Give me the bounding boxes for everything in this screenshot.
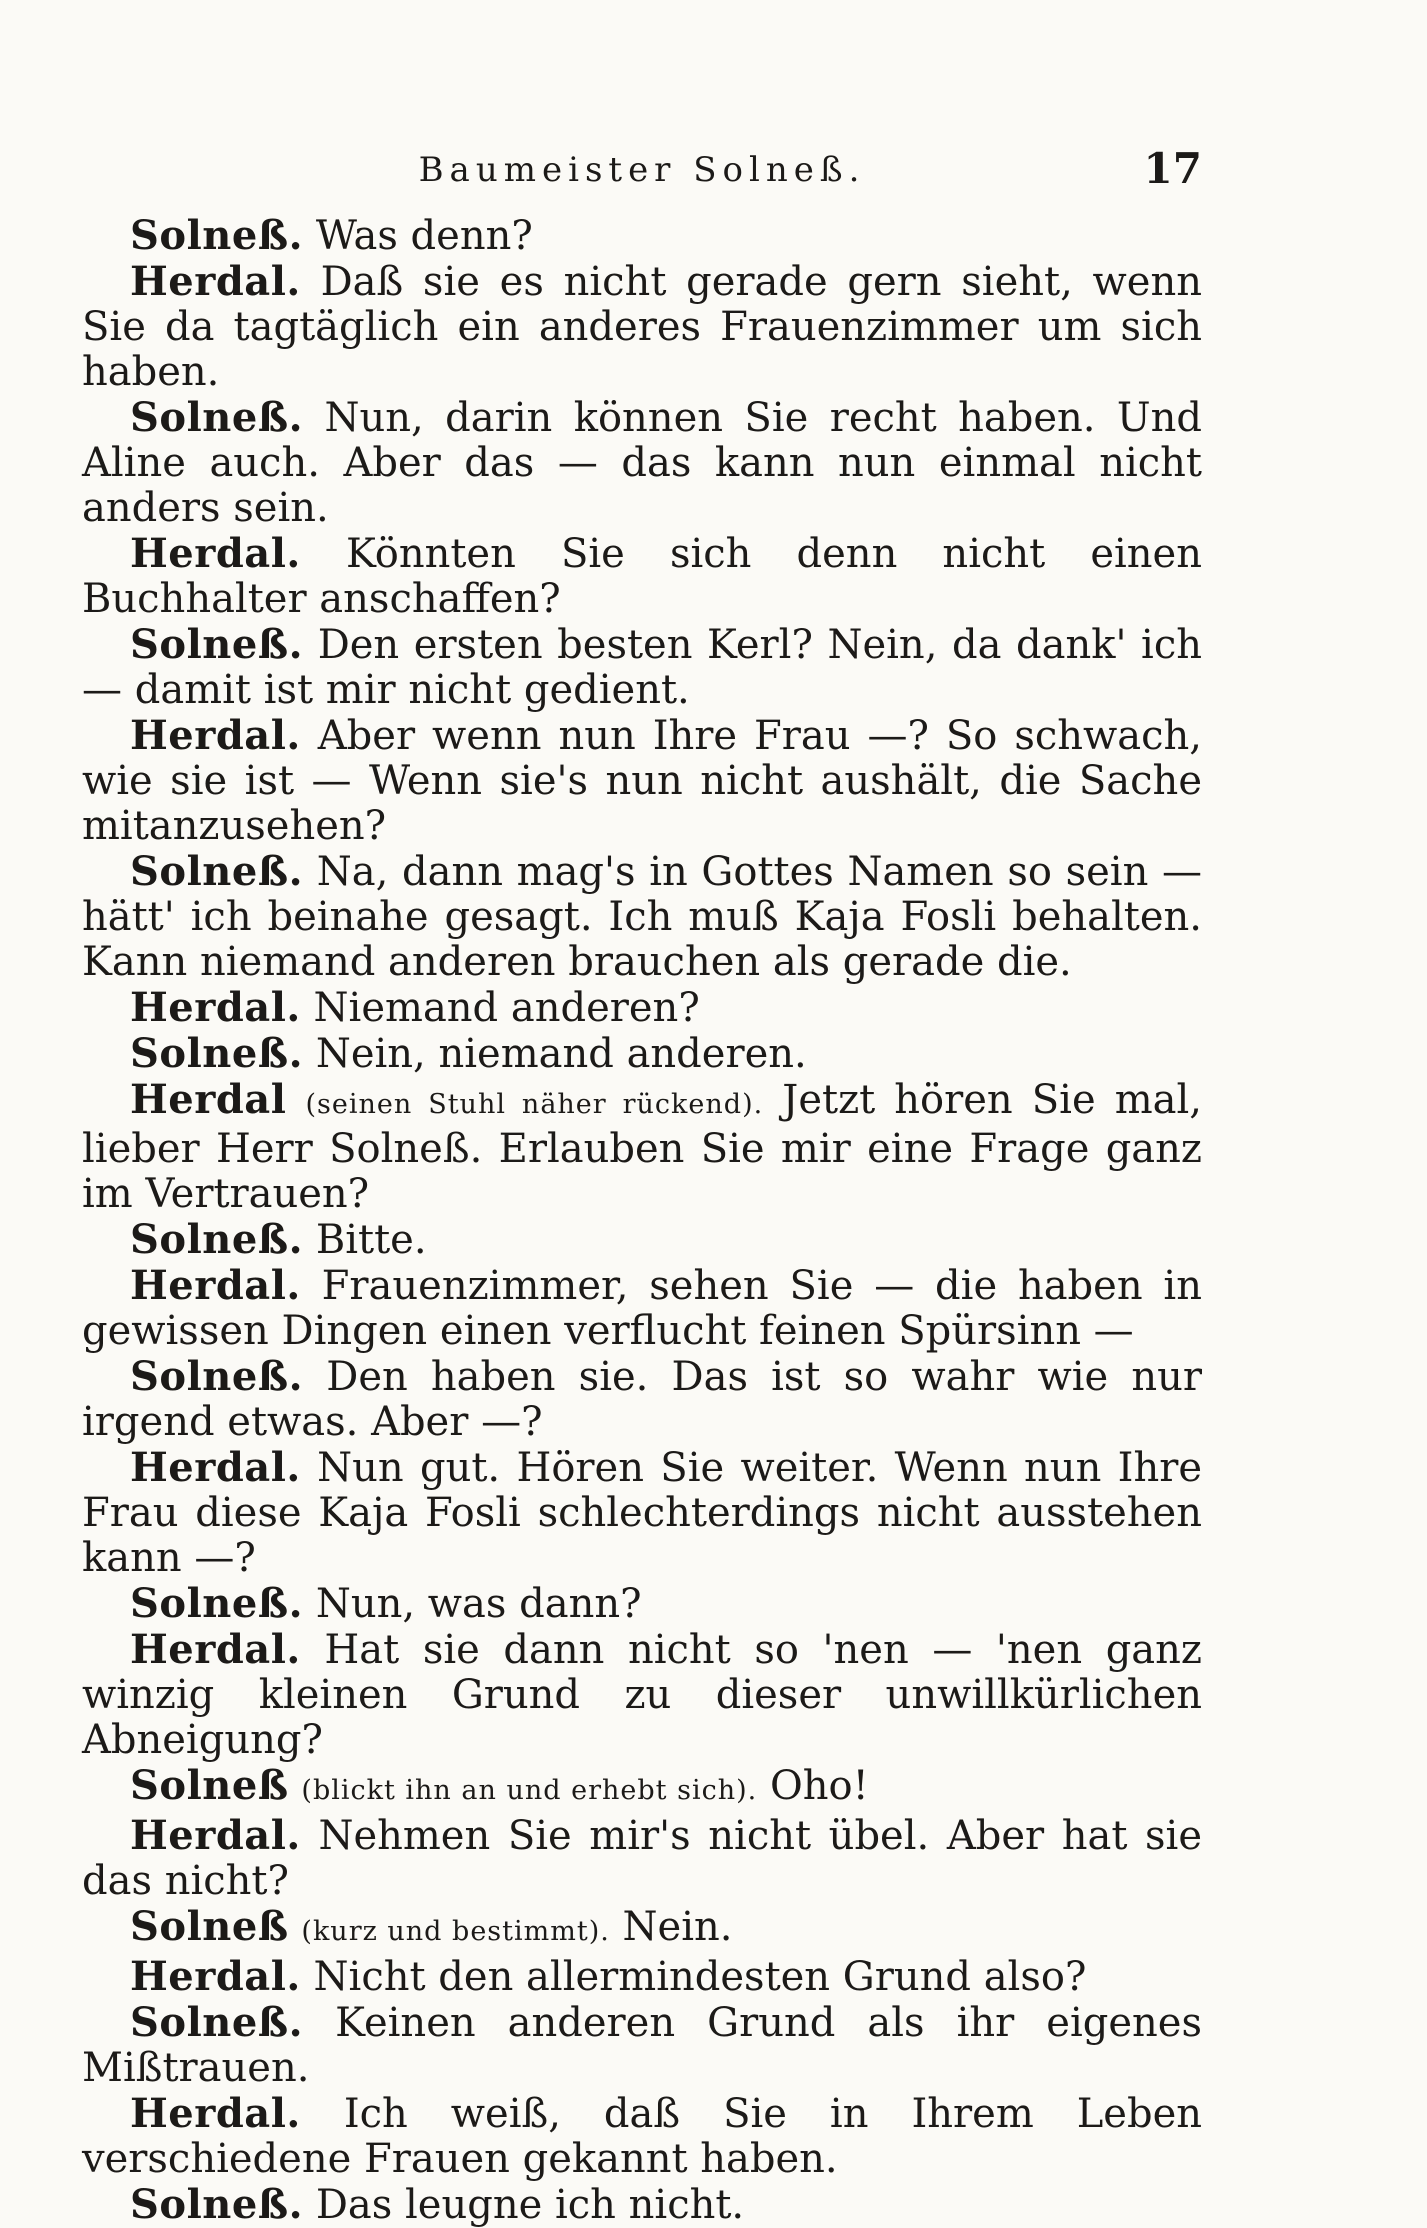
speech [82, 1581, 1202, 1627]
speaker-name: Herdal. [130, 258, 301, 305]
speaker-name: Herdal. [130, 2090, 301, 2137]
speech [82, 1627, 1202, 1763]
speech-text: Den haben sie. Das ist so wahr wie nur irgend etwas. Aber —? [82, 1354, 1202, 1445]
speech-text: Niemand anderen? [313, 985, 700, 1031]
speech [82, 213, 1202, 259]
speech [82, 1077, 1202, 1217]
speaker-name: Herdal. [130, 1626, 301, 1673]
speaker-name: Solneß. [130, 848, 304, 895]
speech-text: Aber wenn nun Ihre Frau —? So schwach, wie sie ist — Wenn sie's nun nicht aushält, die Sache mitanzusehen? [82, 713, 1202, 849]
speech-text: Oho! [769, 1763, 869, 1809]
speech [82, 985, 1202, 1031]
speech-text: Nein, niemand anderen. [315, 1031, 807, 1077]
speech [82, 713, 1202, 849]
speaker-name: Herdal. [130, 530, 301, 577]
speech [82, 2000, 1202, 2091]
speech-text: Nein. [622, 1904, 733, 1950]
speaker-name: Solneß. [130, 621, 304, 668]
running-title: Baumeister Solneß. [418, 150, 866, 190]
speech-text: Den ersten besten Kerl? Nein, da dank' ich — damit ist mir nicht gedient. [82, 622, 1202, 713]
speaker-name: Solneß [130, 1762, 289, 1809]
speech [82, 1263, 1202, 1354]
speaker-name: Herdal. [130, 1812, 301, 1859]
speech-text: Nun, darin können Sie recht haben. Und Aline auch. Aber das — das kann nun einmal nicht anders sein. [82, 395, 1202, 531]
speech-text: Nehmen Sie mir's nicht übel. Aber hat sie das nicht? [82, 1813, 1202, 1904]
speech [82, 1217, 1202, 1263]
speech-text: Nun, was dann? [315, 1581, 642, 1627]
speech-text: Frauenzimmer, sehen Sie — die haben in gewissen Dingen einen verflucht feinen Spürsinn — [82, 1263, 1202, 1354]
dialogue-body [82, 213, 1202, 2228]
speaker-name: Solneß. [130, 1580, 304, 1627]
page-number: 17 [1143, 144, 1202, 193]
stage-direction: (seinen Stuhl näher rückend). [305, 1089, 764, 1120]
stage-direction: (blickt ihn an und erhebt sich). [301, 1775, 758, 1806]
speaker-name: Solneß. [130, 2181, 304, 2228]
speaker-name: Herdal. [130, 984, 301, 1031]
speech-text: Jetzt hören Sie mal, lieber Herr Solneß. Erlauben Sie mir eine Frage ganz im Vertrauen? [82, 1077, 1203, 1217]
speech [82, 622, 1202, 713]
speech [82, 1354, 1202, 1445]
speech [82, 531, 1202, 622]
speaker-name: Herdal. [130, 1444, 301, 1491]
stage-direction: (kurz und bestimmt). [301, 1916, 610, 1947]
speech [82, 849, 1202, 985]
speech-text: Na, dann mag's in Gottes Namen so sein — hätt' ich beinahe gesagt. Ich muß Kaja Fosli behalten. Kann niemand anderen brauchen als gerade die. [82, 849, 1202, 985]
speaker-name: Solneß. [130, 1353, 304, 1400]
speech-text: Keinen anderen Grund als ihr eigenes Mißtrauen. [82, 2000, 1203, 2091]
speaker-name: Solneß [130, 1903, 289, 1950]
speech-text: Nicht den allermindesten Grund also? [313, 1954, 1087, 2000]
speech-text: Hat sie dann nicht so 'nen — 'nen ganz winzig kleinen Grund zu dieser unwillkürlichen Abneigung? [82, 1627, 1202, 1763]
speech [82, 2182, 1202, 2228]
speaker-name: Herdal. [130, 1953, 301, 2000]
speech [82, 1904, 1202, 1954]
speech [82, 2091, 1202, 2182]
speech-text: Nun gut. Hören Sie weiter. Wenn nun Ihre Frau diese Kaja Fosli schlechterdings nicht ausstehen kann —? [82, 1445, 1203, 1581]
speech-text: Was denn? [315, 213, 533, 259]
speaker-name: Herdal. [130, 712, 301, 759]
speaker-name: Solneß. [130, 212, 304, 259]
speech-text: Daß sie es nicht gerade gern sieht, wenn Sie da tagtäglich ein anderes Frauenzimmer um sich haben. [82, 259, 1202, 395]
speaker-name: Solneß. [130, 1216, 304, 1263]
speaker-name: Herdal [130, 1076, 287, 1123]
speech [82, 395, 1202, 531]
speech [82, 1954, 1202, 2000]
page-header [82, 144, 1202, 200]
speaker-name: Solneß. [130, 1999, 304, 2046]
speech [82, 259, 1202, 395]
speech-text: Könnten Sie sich denn nicht einen Buchhalter anschaffen? [82, 531, 1202, 622]
speech-text: Ich weiß, daß Sie in Ihrem Leben verschiedene Frauen gekannt haben. [82, 2091, 1203, 2182]
speaker-name: Herdal. [130, 1262, 301, 1309]
speech [82, 1813, 1202, 1904]
speech-text: Das leugne ich nicht. [315, 2182, 745, 2228]
speech [82, 1445, 1202, 1581]
speech-text: Bitte. [315, 1217, 427, 1263]
speaker-name: Solneß. [130, 394, 304, 441]
speaker-name: Solneß. [130, 1030, 304, 1077]
speech [82, 1763, 1202, 1813]
speech [82, 1031, 1202, 1077]
